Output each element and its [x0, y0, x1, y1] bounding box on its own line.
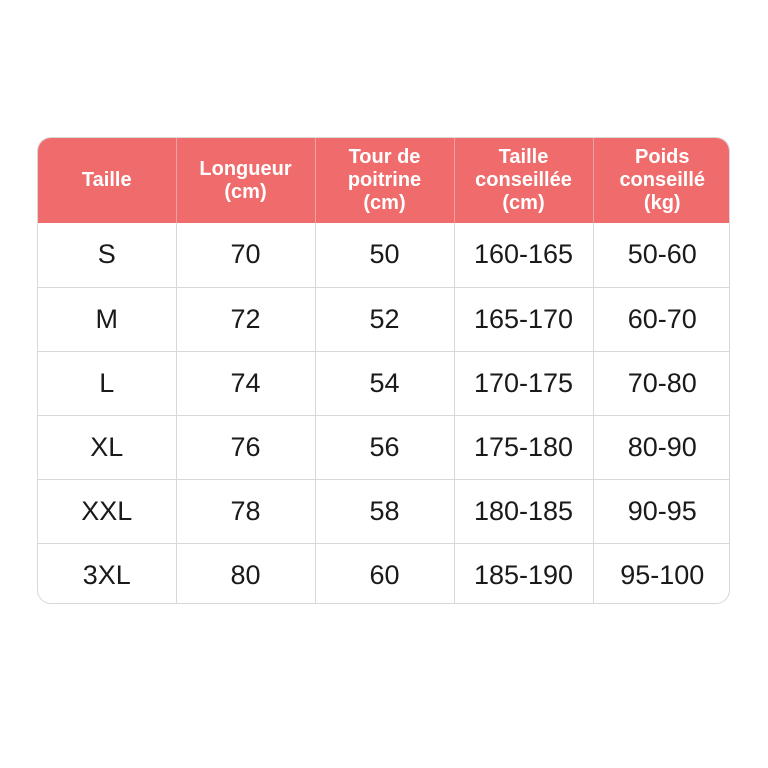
- table-body: [38, 223, 730, 604]
- cell-height: 170-175: [454, 351, 593, 415]
- table-row: [38, 415, 730, 479]
- header-poids-conseille: [593, 138, 730, 223]
- cell-weight: 80-90: [593, 415, 730, 479]
- cell-height: 180-185: [454, 479, 593, 543]
- cell-chest: 50: [315, 223, 454, 287]
- cell-size: L: [38, 351, 176, 415]
- cell-size: XL: [38, 415, 176, 479]
- cell-weight: 70-80: [593, 351, 730, 415]
- header-label: Poids conseillé (kg): [619, 146, 706, 214]
- header-label: Tour de poitrine (cm): [347, 146, 422, 214]
- cell-length: 72: [176, 287, 315, 351]
- cell-height: 165-170: [454, 287, 593, 351]
- cell-chest: 58: [315, 479, 454, 543]
- header-taille-conseillee: [454, 138, 593, 223]
- size-chart-table: [37, 137, 730, 604]
- cell-length: 78: [176, 479, 315, 543]
- cell-weight: 95-100: [593, 543, 730, 604]
- table-row: [38, 543, 730, 604]
- cell-length: 70: [176, 223, 315, 287]
- cell-weight: 60-70: [593, 287, 730, 351]
- cell-length: 74: [176, 351, 315, 415]
- cell-size: M: [38, 287, 176, 351]
- cell-size: XXL: [38, 479, 176, 543]
- header-label: Taille conseillée (cm): [475, 146, 572, 214]
- cell-weight: 90-95: [593, 479, 730, 543]
- cell-chest: 60: [315, 543, 454, 604]
- header-tour-de-poitrine: [315, 138, 454, 223]
- cell-height: 175-180: [454, 415, 593, 479]
- table-row: [38, 351, 730, 415]
- cell-chest: 54: [315, 351, 454, 415]
- header-label: Longueur (cm): [199, 157, 292, 203]
- cell-weight: 50-60: [627, 239, 697, 270]
- table-row: [38, 223, 730, 287]
- table-header: [38, 138, 730, 223]
- table-row: [38, 287, 730, 351]
- cell-size: 3XL: [38, 543, 176, 604]
- cell-chest: 56: [315, 415, 454, 479]
- table-row: [38, 479, 730, 543]
- cell-length: 76: [176, 415, 315, 479]
- cell-chest: 52: [315, 287, 454, 351]
- size-table: [38, 138, 730, 604]
- header-label: Taille: [81, 169, 132, 191]
- header-row: [38, 138, 730, 223]
- header-taille: [38, 138, 176, 223]
- header-longueur: [176, 138, 315, 223]
- cell-length: 80: [176, 543, 315, 604]
- cell-height: 185-190: [454, 543, 593, 604]
- cell-height: 160-165: [454, 223, 593, 287]
- cell-size: S: [38, 223, 176, 287]
